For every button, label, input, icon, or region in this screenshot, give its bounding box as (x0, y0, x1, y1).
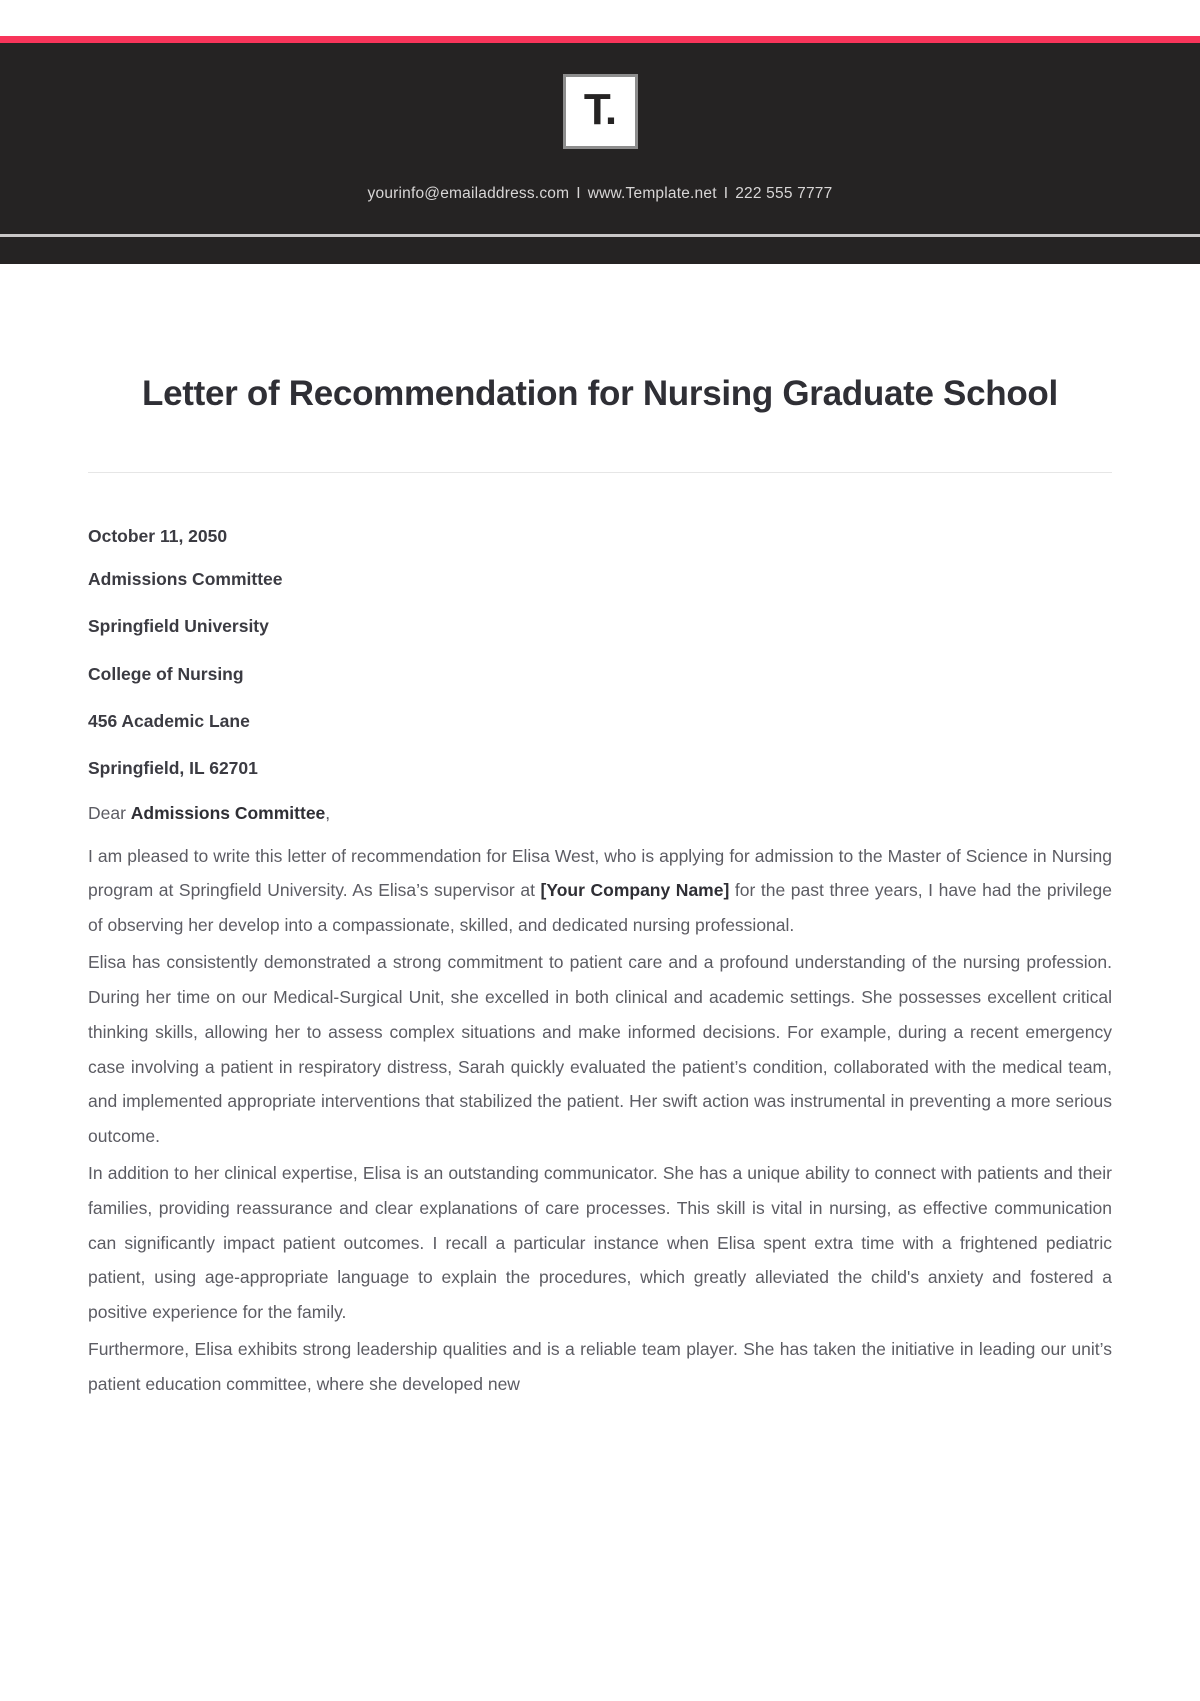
template-logo-icon (563, 74, 638, 149)
body-paragraph-1 (88, 839, 1112, 943)
header-bottom-strip (0, 237, 1200, 264)
body-paragraph-2: Elisa has consistently demonstrated a strong commitment to patient care and a profound understanding of the nursing profession. During her time on our Medical-Surgical Unit, she excelled in both clinical and academic settings. She possesses excellent critical thinking skills, allowing her to assess complex situations and make informed decisions. For example, during a recent emergency case involving a patient in respiratory distress, Sarah quickly evaluated the patient’s condition, collaborated with the medical team, and implemented appropriate interventions that stabilized the patient. Her swift action was instrumental in preventing a more serious outcome. (88, 952, 1112, 1147)
top-white-strip (0, 0, 1200, 36)
paragraph-1-part-1: I am pleased to write this letter of recommendation for Elisa West, who is applying for admission to the Master of Science in Nursing program at Springfield University. As Elisa’s supervisor at (88, 845, 1112, 901)
contact-website: www.Template.net (587, 185, 717, 202)
salutation-line (88, 800, 1112, 826)
recipient-name: Admissions Committee (88, 569, 283, 590)
contact-email: yourinfo@emailaddress.com (367, 185, 570, 202)
recipient-street: 456 Academic Lane (88, 710, 250, 731)
contact-phone: 222 555 7777 (735, 185, 833, 202)
document-body (0, 264, 1200, 1402)
page-title: Letter of Recommendation for Nursing Graduate School (142, 374, 1058, 413)
salutation-prefix: Dear (88, 803, 131, 824)
salutation-recipient: Admissions Committee (130, 803, 326, 824)
company-name-placeholder: [Your Company Name] (540, 880, 730, 901)
contact-separator-1: I (576, 185, 581, 202)
recipient-city-state-zip: Springfield, IL 62701 (88, 758, 258, 779)
letter-date: October 11, 2050 (88, 525, 228, 546)
paragraph-1-part-2: for the past three years, I have had the privilege of observing her develop into a compassionate, skilled, and dedicated nursing professional. (88, 880, 1112, 936)
logo-letter: T. (583, 84, 617, 134)
address-block (88, 473, 1112, 781)
contact-info-line (0, 185, 1200, 203)
logo-container (0, 43, 1200, 149)
contact-separator-2: I (723, 185, 729, 202)
body-paragraph-4: Furthermore, Elisa exhibits strong leadership qualities and is a reliable team player. She has taken the initiative in leading our unit’s patient education committee, where she developed new (88, 1339, 1112, 1394)
recipient-institution: Springfield University (88, 616, 269, 637)
red-accent-bar (0, 36, 1200, 43)
salutation-suffix: , (325, 803, 331, 824)
body-paragraph-3: In addition to her clinical expertise, Elisa is an outstanding communicator. She has a unique ability to connect with patients and their families, providing reassurance and clear explanations of care processes. This skill is vital in nursing, as effective communication can significantly impact patient outcomes. I recall a particular instance when Elisa spent extra time with a frightened pediatric patient, using age-appropriate language to explain the procedures, which greatly alleviated the child's anxiety and fostered a positive experience for the family. (88, 1162, 1112, 1323)
recipient-department: College of Nursing (88, 663, 244, 684)
document-header (0, 43, 1200, 234)
